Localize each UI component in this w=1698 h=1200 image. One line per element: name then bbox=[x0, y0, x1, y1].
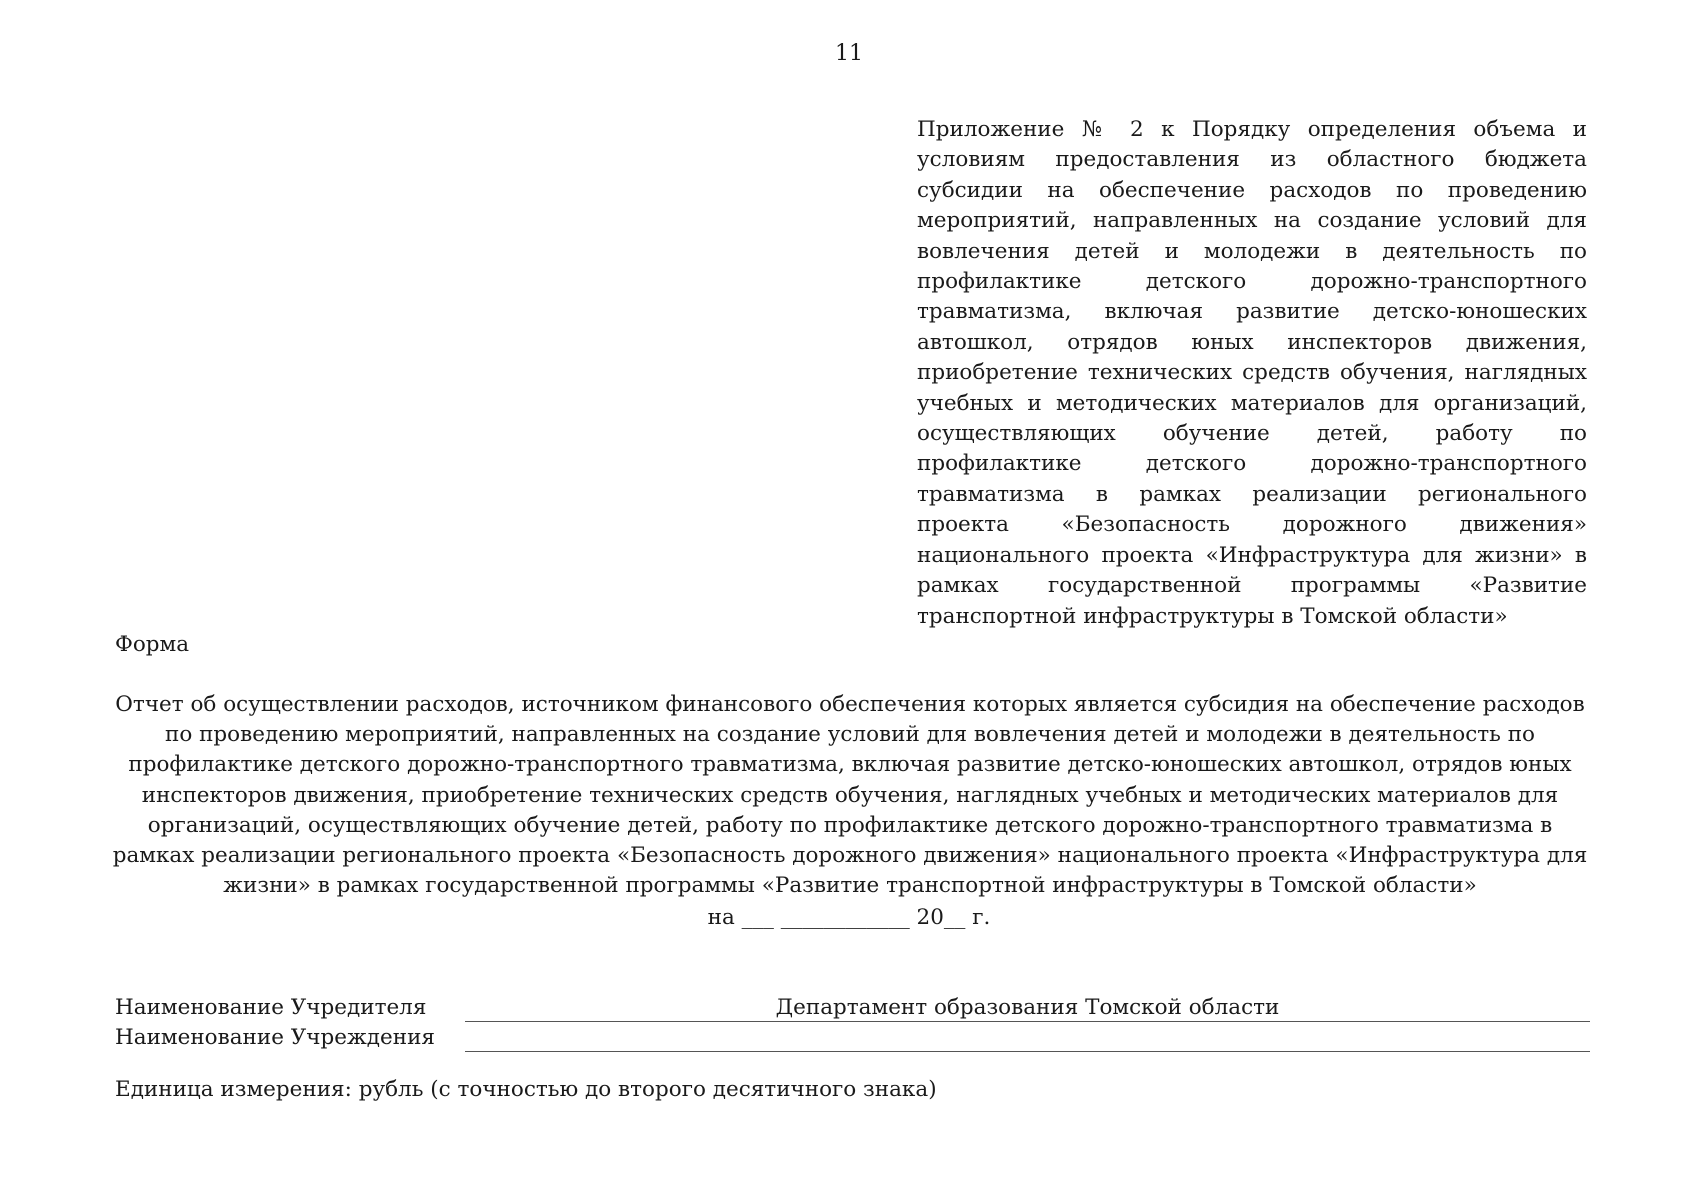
founder-label: Наименование Учредителя bbox=[115, 995, 427, 1020]
units-of-measure: Единица измерения: рубль (с точностью до второго десятичного знака) bbox=[115, 1077, 937, 1102]
founder-value: Департамент образования Томской области bbox=[465, 993, 1590, 1022]
institution-label: Наименование Учреждения bbox=[115, 1025, 435, 1050]
institution-row bbox=[115, 1023, 1590, 1053]
appendix-reference: Приложение № 2 к Порядку определения объема и условиям предоставления из областного бюджета субсидии на обеспечение расходов по проведению мероприятий, направленных на создание условий для вовлечения детей и молодежи в деятельность по профилактике детского дорожно-транспортного травматизма, включая развитие детско-юношеских автошкол, отрядов юных инспекторов движения, приобретение технических средств обучения, наглядных учебных и методических материалов для организаций, осуществляющих обучение детей, работу по профилактике детского дорожно-транспортного травматизма в рамках реализации регионального проекта «Безопасность дорожного движения» национального проекта «Инфраструктура для жизни» в рамках государственной программы «Развитие транспортной инфраструктуры в Томской области» bbox=[917, 117, 1587, 629]
form-label: Форма bbox=[115, 632, 190, 657]
institution-value bbox=[465, 1023, 1590, 1052]
page-number: 11 bbox=[835, 41, 863, 66]
founder-row bbox=[115, 993, 1590, 1023]
report-date-line: на ___ ____________ 20__ г. bbox=[707, 905, 991, 930]
report-title: Отчет об осуществлении расходов, источником финансового обеспечения которых является субсидия на обеспечение расходов по проведению мероприятий, направленных на создание условий для вовлечения детей и молодежи в деятельность по профилактике детского дорожно-транспортного травматизма, включая развитие детско-юношеских автошкол, отрядов юных инспекторов движения, приобретение технических средств обучения, наглядных учебных и методических материалов для организаций, осуществляющих обучение детей, работу по профилактике детского дорожно-транспортного травматизма в рамках реализации регионального проекта «Безопасность дорожного движения» национального проекта «Инфраструктура для жизни» в рамках государственной программы «Развитие транспортной инфраструктуры в Томской области» bbox=[112, 692, 1588, 899]
